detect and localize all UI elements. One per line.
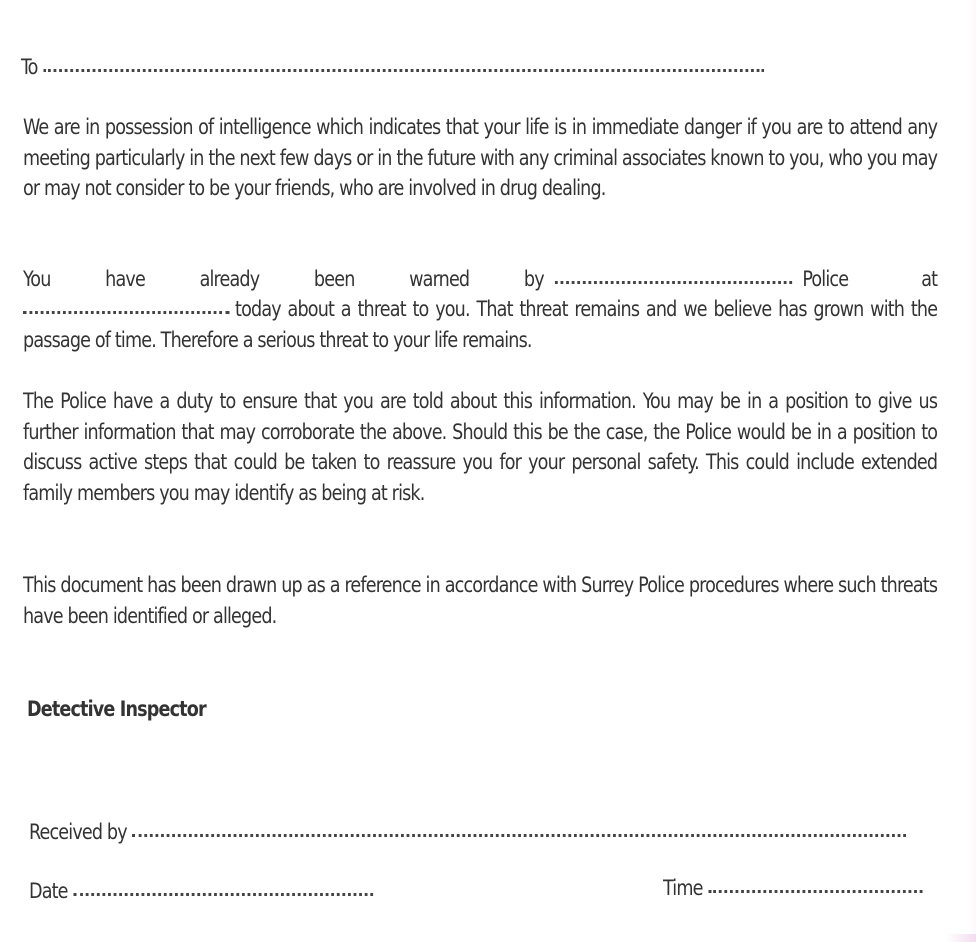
paragraph-intelligence: We are in possession of intelligence which indicates that your life is in immediate danger if you are to attend any meeting particularly in the next few days or in the future with any criminal associates known to you, who you may or may not consider to be your friends, who are involved in drug dealing. (23, 115, 938, 201)
date-blank[interactable] (73, 893, 372, 896)
paragraph-police-duty: The Police have a duty to ensure that you are told about this information. You may be in a position to give us further information that may corroborate the above. Should this be the case, the Police would be in a position to discuss active steps that could be taken to reassure you for your personal safety. This could include extended family members you may identify as being at risk. (23, 389, 938, 505)
time-row (663, 873, 922, 903)
threat-remains-text: today about a threat to you. That threat remains and we believe has grown with the passage of time. Therefore a serious threat to your life remains. (23, 297, 938, 352)
date-row (29, 876, 373, 906)
word-at: at (921, 267, 938, 291)
to-label: To (21, 55, 38, 79)
warned-word-you: You (23, 267, 51, 291)
time-label: Time (663, 876, 703, 900)
received-by-blank[interactable] (132, 834, 906, 837)
signatory-title: Detective Inspector (27, 697, 206, 721)
warned-by-officer-blank[interactable] (554, 281, 791, 284)
received-by-label: Received by (29, 820, 127, 844)
word-police: Police (802, 267, 849, 291)
page-corner-tint (946, 934, 976, 942)
warned-word-warned: warned (409, 267, 470, 291)
police-at-text (802, 264, 937, 294)
to-field-row (21, 52, 764, 82)
paragraph-surrey-procedures: This document has been drawn up as a reference in accordance with Surrey Police procedures where such threats have been identified or alleged. (23, 573, 938, 628)
warned-by-text (23, 264, 544, 294)
paragraph-threat-remains (23, 294, 937, 355)
received-by-row (29, 817, 906, 847)
to-field-blank[interactable] (43, 69, 764, 72)
date-label: Date (29, 879, 68, 903)
warned-word-have: have (105, 267, 145, 291)
warned-word-been: been (313, 267, 355, 291)
time-blank[interactable] (708, 890, 922, 893)
warned-by-row (23, 264, 937, 294)
warned-at-location-blank[interactable] (23, 311, 229, 314)
warned-word-by: by (523, 267, 544, 291)
warned-word-already: already (199, 267, 260, 291)
page-edge-shadow (970, 0, 976, 942)
